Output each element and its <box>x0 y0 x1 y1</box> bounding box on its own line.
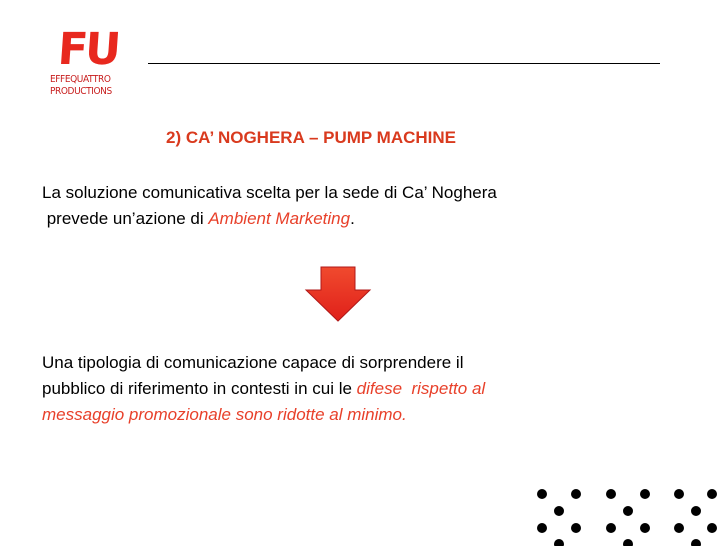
company-logo <box>48 24 128 104</box>
logo-text-line1: EFFEQUATTRO <box>50 74 111 85</box>
intro-line-2-text: prevede un’azione di <box>42 209 209 228</box>
description-line-2 <box>42 376 485 402</box>
intro-line-2-suffix: . <box>350 209 355 228</box>
logo-text-line2: PRODUCTIONS <box>50 86 112 97</box>
description-line-3 <box>42 402 485 428</box>
intro-line-2 <box>42 206 497 232</box>
description-line-2-text: pubblico di riferimento in contesti in cui le <box>42 379 357 398</box>
description-paragraph <box>42 350 485 428</box>
defenses-highlight: difese rispetto al <box>356 379 486 398</box>
ambient-marketing-highlight: Ambient Marketing <box>208 209 351 228</box>
down-arrow-icon <box>304 266 372 322</box>
description-line-3-suffix: . <box>402 405 407 424</box>
dot-pattern-icon <box>530 484 728 546</box>
logo-mark: FU <box>56 24 120 75</box>
promo-message-highlight: messaggio promozionale sono ridotte al minimo <box>42 405 403 424</box>
header-divider <box>148 63 660 64</box>
intro-line-1: La soluzione comunicativa scelta per la sede di Ca’ Noghera <box>42 183 497 202</box>
slide-title: 2) CA’ NOGHERA – PUMP MACHINE <box>166 128 456 147</box>
description-line-1: Una tipologia di comunicazione capace di sorprendere il <box>42 353 464 372</box>
intro-paragraph <box>42 180 497 232</box>
